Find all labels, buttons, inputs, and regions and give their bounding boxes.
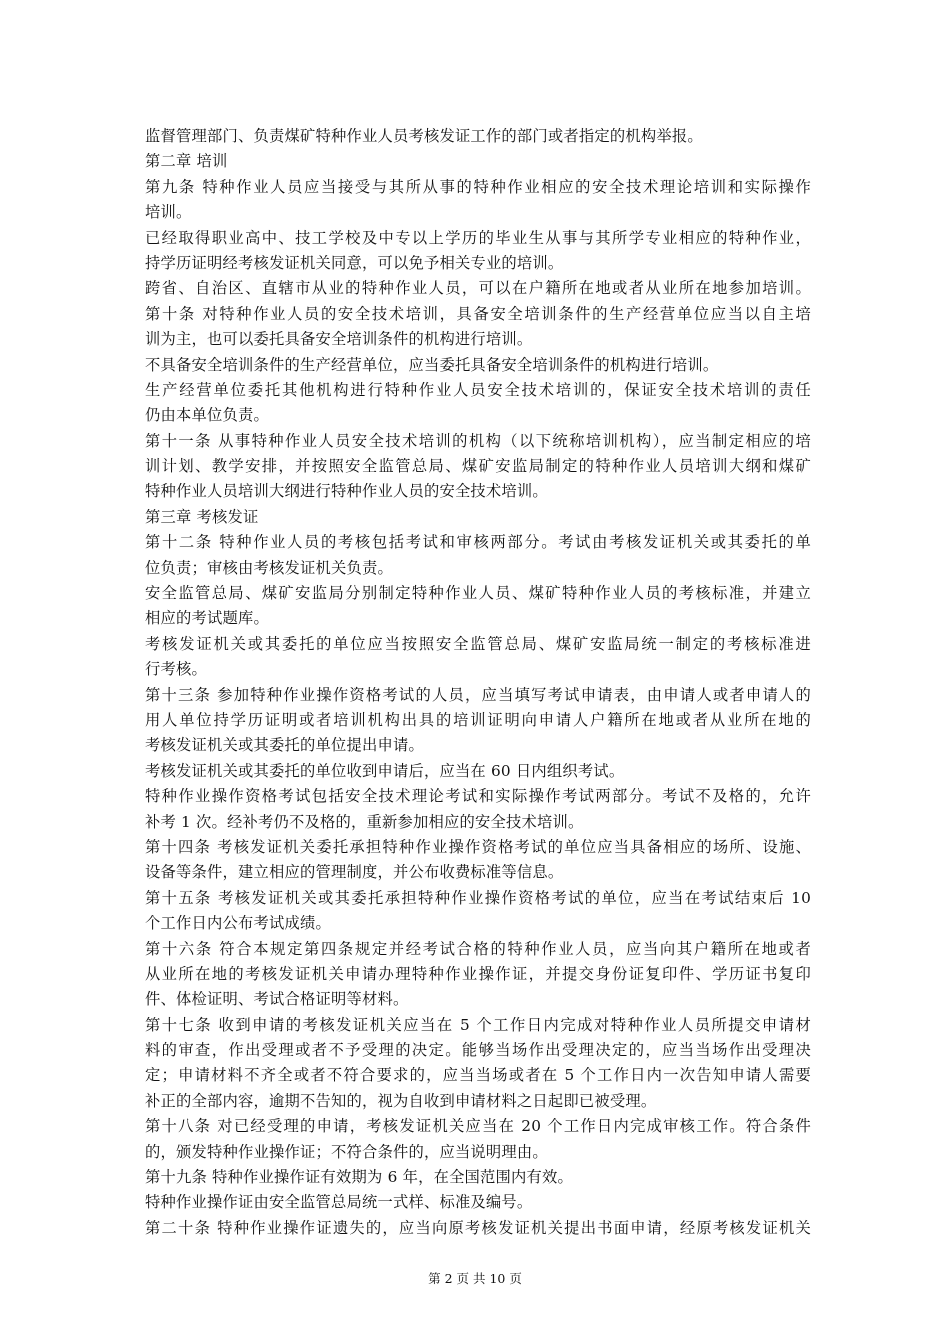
text-line: 相应的考试题库。 — [145, 609, 269, 628]
text-line: 料的审查，作出受理或者不予受理的决定。能够当场作出受理决定的，应当当场作出受理决 — [145, 1041, 811, 1060]
text-line: 第十二条 特种作业人员的考核包括考试和审核两部分。考试由考核发证机关或其委托的单 — [145, 533, 811, 552]
text-line: 第十一条 从事特种作业人员安全技术培训的机构（以下统称培训机构），应当制定相应的培 — [145, 431, 811, 450]
text-line: 跨省、自治区、直辖市从业的特种作业人员，可以在户籍所在地或者从业所在地参加培训。 — [145, 279, 811, 298]
text-line: 补考 1 次。经补考仍不及格的，重新参加相应的安全技术培训。 — [145, 812, 584, 831]
text-line: 培训。 — [145, 203, 192, 222]
text-line: 第三章 考核发证 — [145, 507, 259, 526]
page-number-footer: 第 2 页 共 10 页 — [428, 1271, 522, 1286]
text-line: 第十八条 对已经受理的申请，考核发证机关应当在 20 个工作日内完成审核工作。符合条件 — [145, 1117, 811, 1136]
text-line: 安全监管总局、煤矿安监局分别制定特种作业人员、煤矿特种作业人员的考核标准，并建立 — [145, 584, 811, 603]
text-line: 设备等条件，建立相应的管理制度，并公布收费标准等信息。 — [145, 863, 564, 882]
text-line: 特种作业人员培训大纲进行特种作业人员的安全技术培训。 — [145, 482, 548, 501]
text-line: 个工作日内公布考试成绩。 — [145, 914, 331, 933]
text-line: 持学历证明经考核发证机关同意，可以免予相关专业的培训。 — [145, 253, 564, 272]
text-line: 第十六条 符合本规定第四条规定并经考试合格的特种作业人员，应当向其户籍所在地或者 — [145, 939, 811, 958]
text-line: 第二章 培训 — [145, 152, 228, 171]
text-line: 考核发证机关或其委托的单位收到申请后，应当在 60 日内组织考试。 — [145, 761, 625, 780]
text-line: 第十七条 收到申请的考核发证机关应当在 5 个工作日内完成对特种作业人员所提交申请材 — [145, 1015, 811, 1034]
text-line: 行考核。 — [145, 660, 207, 679]
text-line: 件、体检证明、考试合格证明等材料。 — [145, 990, 409, 1009]
text-line: 定；申请材料不齐全或者不符合要求的，应当当场或者在 5 个工作日内一次告知申请人需要 — [145, 1066, 811, 1085]
text-line: 补正的全部内容，逾期不告知的，视为自收到申请材料之日起即已被受理。 — [145, 1091, 657, 1110]
text-line: 特种作业操作证由安全监管总局统一式样、标准及编号。 — [145, 1193, 533, 1212]
text-line: 第十五条 考核发证机关或其委托承担特种作业操作资格考试的单位，应当在考试结束后 10 — [145, 888, 811, 907]
text-line: 考核发证机关或其委托的单位提出申请。 — [145, 736, 424, 755]
text-line: 第九条 特种作业人员应当接受与其所从事的特种作业相应的安全技术理论培训和实际操作 — [145, 177, 811, 196]
text-line: 第十四条 考核发证机关委托承担特种作业操作资格考试的单位应当具备相应的场所、设施、 — [145, 837, 811, 856]
text-line: 监督管理部门、负责煤矿特种作业人员考核发证工作的部门或者指定的机构举报。 — [145, 127, 703, 145]
text-line: 的，颁发特种作业操作证；不符合条件的，应当说明理由。 — [145, 1142, 548, 1161]
text-line: 已经取得职业高中、技工学校及中专以上学历的毕业生从事与其所学专业相应的特种作业， — [145, 228, 811, 247]
text-line: 不具备安全培训条件的生产经营单位，应当委托具备安全培训条件的机构进行培训。 — [145, 355, 719, 374]
text-line: 位负责；审核由考核发证机关负责。 — [145, 558, 393, 577]
text-line: 第十九条 特种作业操作证有效期为 6 年，在全国范围内有效。 — [145, 1168, 574, 1187]
text-line: 用人单位持学历证明或者培训机构出具的培训证明向申请人户籍所在地或者从业所在地的 — [145, 710, 811, 729]
text-line: 第十条 对特种作业人员的安全技术培训，具备安全培训条件的生产经营单位应当以自主培 — [145, 304, 811, 323]
text-line: 特种作业操作资格考试包括安全技术理论考试和实际操作考试两部分。考试不及格的，允许 — [145, 787, 811, 806]
text-line: 从业所在地的考核发证机关申请办理特种作业操作证，并提交身份证复印件、学历证书复印 — [145, 964, 811, 983]
text-line: 考核发证机关或其委托的单位应当按照安全监管总局、煤矿安监局统一制定的考核标准进 — [145, 634, 811, 653]
document-body — [145, 124, 811, 1241]
text-line: 仍由本单位负责。 — [145, 406, 269, 425]
text-line: 第十三条 参加特种作业操作资格考试的人员，应当填写考试申请表，由申请人或者申请人的 — [145, 685, 811, 704]
text-line: 第二十条 特种作业操作证遗失的，应当向原考核发证机关提出书面申请，经原考核发证机关 — [145, 1218, 811, 1237]
text-line: 训为主，也可以委托具备安全培训条件的机构进行培训。 — [145, 330, 533, 349]
text-line: 生产经营单位委托其他机构进行特种作业人员安全技术培训的，保证安全技术培训的责任 — [145, 380, 811, 399]
text-line: 训计划、教学安排，并按照安全监管总局、煤矿安监局制定的特种作业人员培训大纲和煤矿 — [145, 457, 811, 476]
